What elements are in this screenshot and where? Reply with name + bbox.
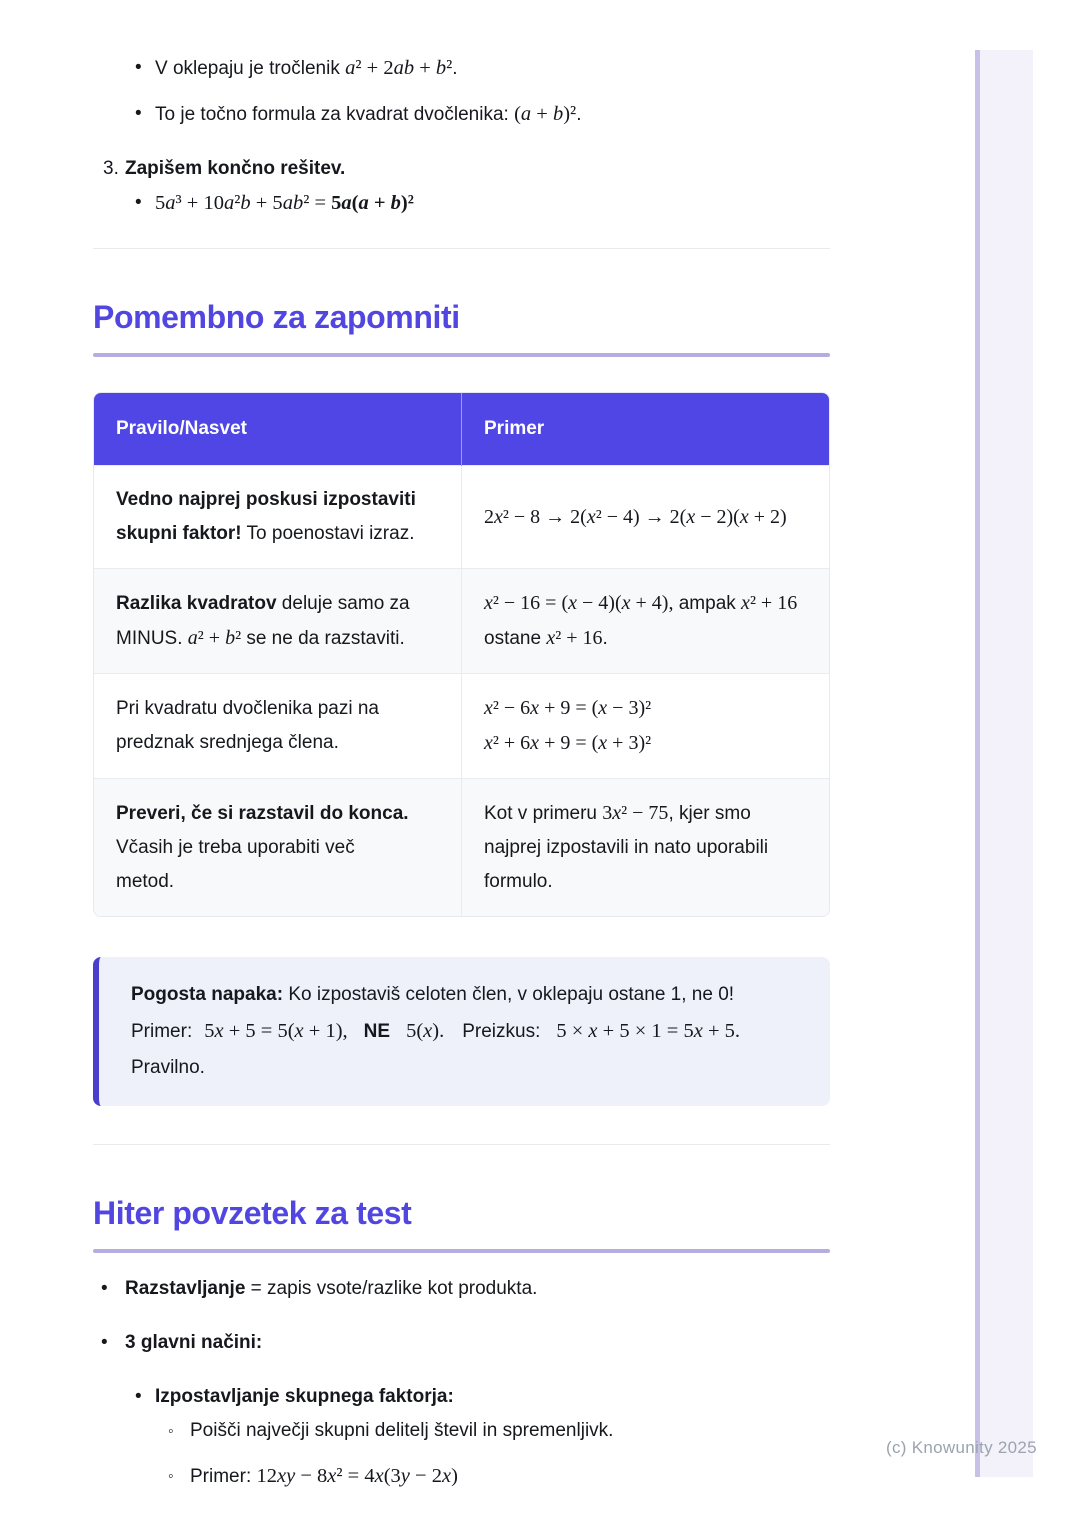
callout-line: Pogosta napaka: Ko izpostaviš celoten člen, v oklepaju ostane 1, ne 0! [131,984,735,1005]
callout-line: Pravilno. [131,1057,205,1078]
list-item [93,54,830,83]
section-title: Hiter povzetek za test [93,1195,412,1231]
heading-underline [93,1249,830,1253]
rule-cell: Preveri, če si razstavil do konca. Včasih je treba uporabiti več metod. [94,779,462,917]
rule-cell: Pri kvadratu dvočlenika pazi na predznak srednjega člena. [94,674,462,779]
list-item: • 3 glavni načini: [93,1329,830,1357]
bullet-icon [135,100,142,128]
example-cell: Kot v primeru 3x² − 75, kjer smo najprej izpostavili in nato uporabili formulo. [462,779,830,917]
section-divider [93,248,830,249]
list-item-text: V oklepaju je tročlenik a² + 2ab + b². [155,57,458,79]
list-item [93,189,830,218]
table-header-row [94,393,829,466]
numbered-step [93,155,830,183]
step-label: Zapišem končno rešitev. [125,158,346,179]
warning-callout [93,957,830,1106]
summary-section [93,1275,830,1492]
callout-line: Primer: 5x + 5 = 5(x + 1), NE 5(x). Preizkus: 5 × x + 5 × 1 = 5x + 5. [131,1020,741,1042]
bullet-icon [135,189,142,217]
intro-section [93,0,830,218]
table-row [94,569,829,674]
section-title: Pomembno za zapomniti [93,299,460,335]
rule-cell: Vedno najprej poskusi izpostaviti skupni faktor! To poenostavi izraz. [94,466,462,569]
circle-bullet-icon [168,1462,174,1492]
example-cell: x² − 6x + 9 = (x − 3)² x² + 6x + 9 = (x + 3)² [462,674,830,779]
heading-underline [93,353,830,357]
page-scrollbar[interactable] [975,50,1033,1477]
list-item: ◦ Poišči največji skupni delitelj števil in spremenljivk. [93,1417,830,1445]
example-cell: 2x² − 8 → 2(x² − 4) → 2(x − 2)(x + 2) [462,466,830,569]
bullet-icon [135,1383,142,1411]
table-row [94,466,829,569]
table-row [94,674,829,779]
bullet-icon [135,54,142,82]
list-item: • Razstavljanje = zapis vsote/razlike kot produkta. [93,1275,830,1303]
section-divider [93,1144,830,1145]
step-number: 3. [103,158,119,179]
column-header-rule: Pravilo/Nasvet [94,393,462,466]
list-item [93,100,830,129]
bullet-icon [101,1275,108,1303]
column-header-example: Primer [462,393,830,466]
table-row [94,779,829,917]
list-item: ◦ Primer: 12xy − 8x² = 4x(3y − 2x) [93,1461,830,1492]
bullet-icon [101,1329,108,1357]
rules-table [93,392,830,917]
document-page [93,0,830,1492]
example-cell: x² − 16 = (x − 4)(x + 4), ampak x² + 16 ostane x² + 16. [462,569,830,674]
circle-bullet-icon [168,1418,174,1446]
list-item: • Izpostavljanje skupnega faktorja: [93,1383,830,1411]
final-equation: 5a³ + 10a²b + 5ab² = 5a(a + b)² [155,192,414,214]
rule-cell: Razlika kvadratov deluje samo za MINUS. a² + b² se ne da razstaviti. [94,569,462,674]
copyright-watermark: (c) Knowunity 2025 [886,1438,1037,1457]
list-item-text: To je točno formula za kvadrat dvočlenika: (a + b)². [155,103,582,125]
